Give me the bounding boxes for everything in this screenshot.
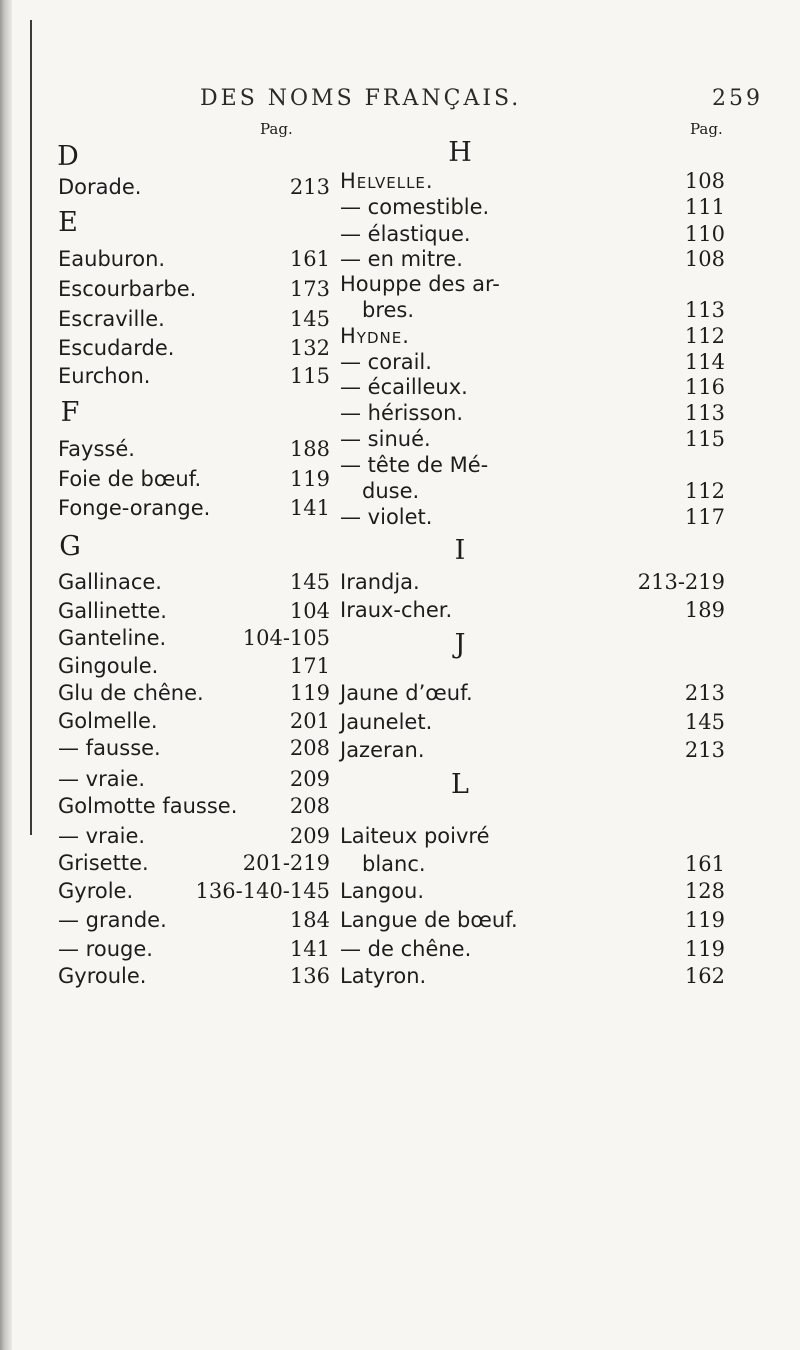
index-entry: — en mitre. 108 [340,247,725,271]
section-letter-i: I [454,535,466,566]
index-entry-continuation: bres. 113 [362,298,725,322]
index-entry: Foie de bœuf. 119 [58,467,330,491]
section-letter-d: D [57,141,79,172]
index-entry: Helvelle. 108 [340,169,725,193]
left-column-page-heading: Pag. [260,120,293,138]
running-header [0,86,800,116]
index-entry-continuation: duse. 112 [362,479,725,503]
index-entry: — fausse. 208 [58,736,330,760]
section-letter-j: J [454,629,466,660]
index-entry: Houppe des ar- [340,272,500,296]
index-entry: Eurchon. 115 [58,364,330,388]
index-entry: — de chêne. 119 [340,937,725,961]
index-entry: Irandja. 213-219 [340,570,725,594]
header-title: DES NOMS FRANÇAIS. [200,86,522,111]
index-entry: — vraie. 209 [58,767,330,791]
index-entry: Gyrole. 136-140-145 [58,879,330,903]
index-entry: Eauburon. 161 [58,247,330,271]
index-entry: Latyron. 162 [340,964,725,988]
index-entry: Escudarde. 132 [58,336,330,360]
index-entry: — sinué. 115 [340,427,725,451]
index-entry: — écailleux. 116 [340,375,725,399]
index-entry: Escraville. 145 [58,307,330,331]
section-letter-e: E [58,207,78,238]
index-entry: Jaune d’œuf. 213 [340,681,725,705]
section-letter-l: L [451,769,469,800]
book-binding-edge [0,0,12,1350]
index-entry: — élastique. 110 [340,222,725,246]
index-entry: Gingoule. 171 [58,654,330,678]
index-entry: — vraie. 209 [58,824,330,848]
index-entry: Escourbarbe. 173 [58,277,330,301]
index-entry: Gyroule. 136 [58,964,330,988]
index-entry: Laiteux poivré [340,824,490,848]
index-entry: — tête de Mé- [340,453,489,477]
index-entry: — comestible. 111 [340,195,725,219]
index-entry: Fonge-orange. 141 [58,496,330,520]
index-entry: Gallinace. 145 [58,570,330,594]
index-entry: — violet. 117 [340,505,725,529]
index-entry: Glu de chêne. 119 [58,681,330,705]
index-entry: — hérisson. 113 [340,401,725,425]
margin-rule [30,20,32,835]
index-entry: Golmelle. 201 [58,709,330,733]
section-letter-h: H [448,137,472,168]
index-entry: Gallinette. 104 [58,599,330,623]
index-entry: Hydne. 112 [340,324,725,348]
index-entry: Fayssé. 188 [58,437,330,461]
index-entry: Ganteline. 104-105 [58,626,330,650]
index-entry: — corail. 114 [340,350,725,374]
section-letter-f: F [60,397,80,428]
section-letter-g: G [59,531,81,562]
index-entry: Langou. 128 [340,879,725,903]
index-entry: Jaunelet. 145 [340,710,725,734]
index-entry: Iraux-cher. 189 [340,598,725,622]
index-entry: Jazeran. 213 [340,738,725,762]
index-entry: Golmotte fausse. 208 [58,794,330,818]
right-column-page-heading: Pag. [690,120,723,138]
index-entry: — grande. 184 [58,908,330,932]
index-entry: Langue de bœuf. 119 [340,908,725,932]
header-page-number: 259 [712,86,763,111]
index-entry: Dorade. 213 [58,175,330,199]
index-entry-continuation: blanc. 161 [362,852,725,876]
index-entry: Grisette. 201-219 [58,851,330,875]
index-entry: — rouge. 141 [58,937,330,961]
